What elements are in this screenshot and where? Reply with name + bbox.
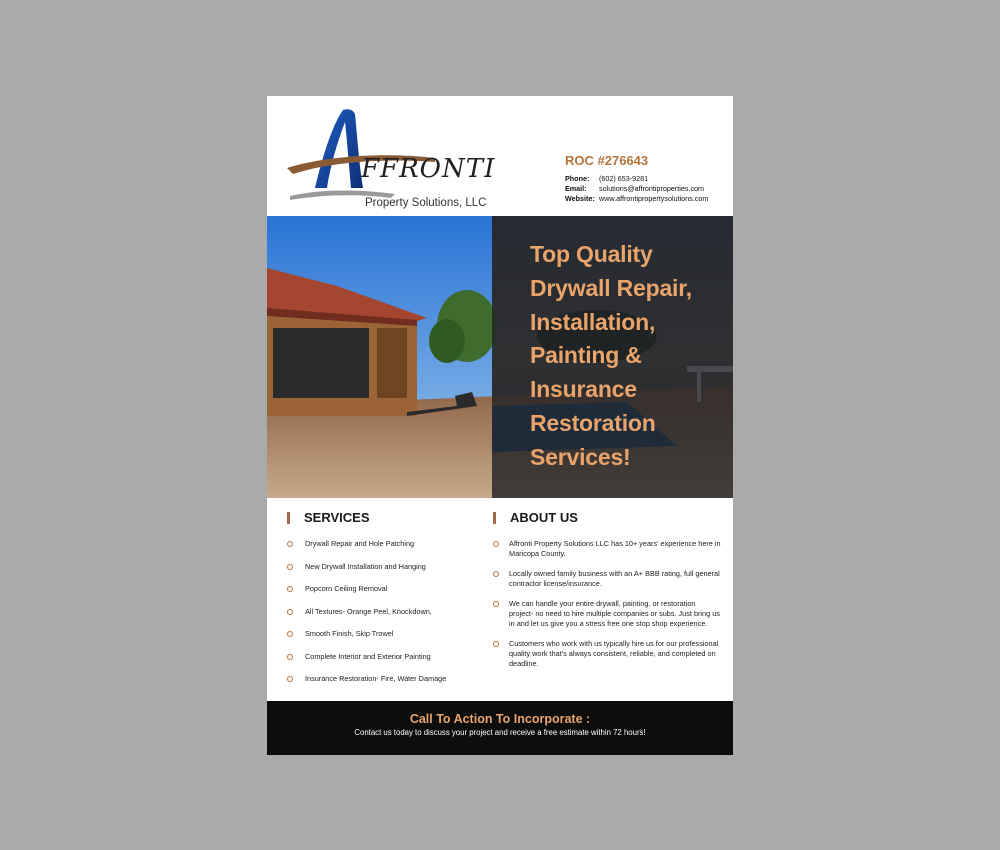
service-text: Complete Interior and Exterior Painting (305, 651, 431, 661)
list-item (287, 539, 492, 562)
about-title: ABOUT US (493, 510, 721, 526)
list-item (287, 562, 492, 585)
logo-name: FFRONTI (361, 154, 496, 184)
about-text: We can handle your entire drywall, painting, or restoration project- no need to hire multiple companies or subs. Just bring us in and let us give you a stress free one stop shop experience. (509, 599, 720, 628)
bullet-icon (287, 654, 293, 660)
company-logo (285, 104, 505, 212)
services-section (287, 510, 492, 697)
service-text: Popcorn Ceiling Removal (305, 584, 388, 593)
list-item (493, 639, 721, 669)
contact-website (565, 194, 730, 204)
contact-label: Email: (565, 184, 587, 193)
list-item (493, 569, 721, 589)
bullet-icon (493, 541, 499, 547)
services-title: SERVICES (287, 510, 492, 526)
website-value: www.affrontipropertysolutions.com (599, 194, 709, 203)
cta-title: Call To Action To Incorporate : (409, 712, 591, 726)
bullet-icon (287, 564, 293, 570)
services-list (287, 539, 492, 697)
hero-section (267, 216, 733, 498)
list-item (493, 599, 721, 629)
service-text: All Textures- Orange Peel, Knockdown, (305, 606, 432, 616)
logo-subtitle: Property Solutions, LLC (365, 197, 487, 209)
service-text: Smooth Finish, Skip Trowel (305, 629, 394, 638)
bullet-icon (493, 601, 499, 607)
bullet-icon (287, 609, 293, 615)
contact-label: Website: (565, 194, 595, 203)
bullet-icon (287, 676, 293, 682)
contact-phone (565, 174, 730, 184)
email-value: solutions@affrontiproperties.com (599, 184, 705, 193)
hero-overlay-panel (492, 216, 733, 498)
list-item (287, 674, 492, 697)
service-text: Drywall Repair and Hole Patching (305, 539, 415, 548)
bullet-icon (493, 571, 499, 577)
service-text: New Drywall Installation and Hanging (305, 561, 426, 571)
roc-number: ROC #276643 (565, 153, 649, 168)
about-text: Locally owned family business with an A+ BBB rating, full general contractor license/insurance. (509, 569, 720, 588)
contact-label: Phone: (565, 174, 590, 183)
service-text: Insurance Restoration- Fire, Water Damage (305, 674, 447, 683)
contact-block (565, 154, 730, 204)
bullet-icon (493, 641, 499, 647)
contact-email (565, 184, 730, 194)
bullet-icon (287, 541, 293, 547)
about-text: Affronti Property Solutions LLC has 10+ years' experience here in Maricopa County. (509, 539, 721, 558)
flyer (267, 96, 733, 755)
about-list (493, 539, 721, 669)
list-item (493, 539, 721, 559)
phone-value: (602) 653-9281 (599, 174, 649, 183)
list-item (287, 607, 492, 630)
about-text: Customers who work with us typically hire us for our professional quality work that's always consistent, reliable, and completed on deadline. (509, 639, 719, 668)
bullet-icon (287, 631, 293, 637)
bullet-icon (287, 586, 293, 592)
list-item (287, 584, 492, 607)
about-section (493, 510, 721, 679)
flyer-header (267, 96, 733, 216)
hero-headline: Top Quality Drywall Repair, Installation, Painting & Insurance Restoration Services! (530, 241, 692, 470)
cta-footer (267, 701, 733, 755)
list-item (287, 629, 492, 652)
list-item (287, 652, 492, 675)
cta-text: Contact us today to discuss your project and receive a free estimate within 72 hours! (354, 728, 646, 737)
